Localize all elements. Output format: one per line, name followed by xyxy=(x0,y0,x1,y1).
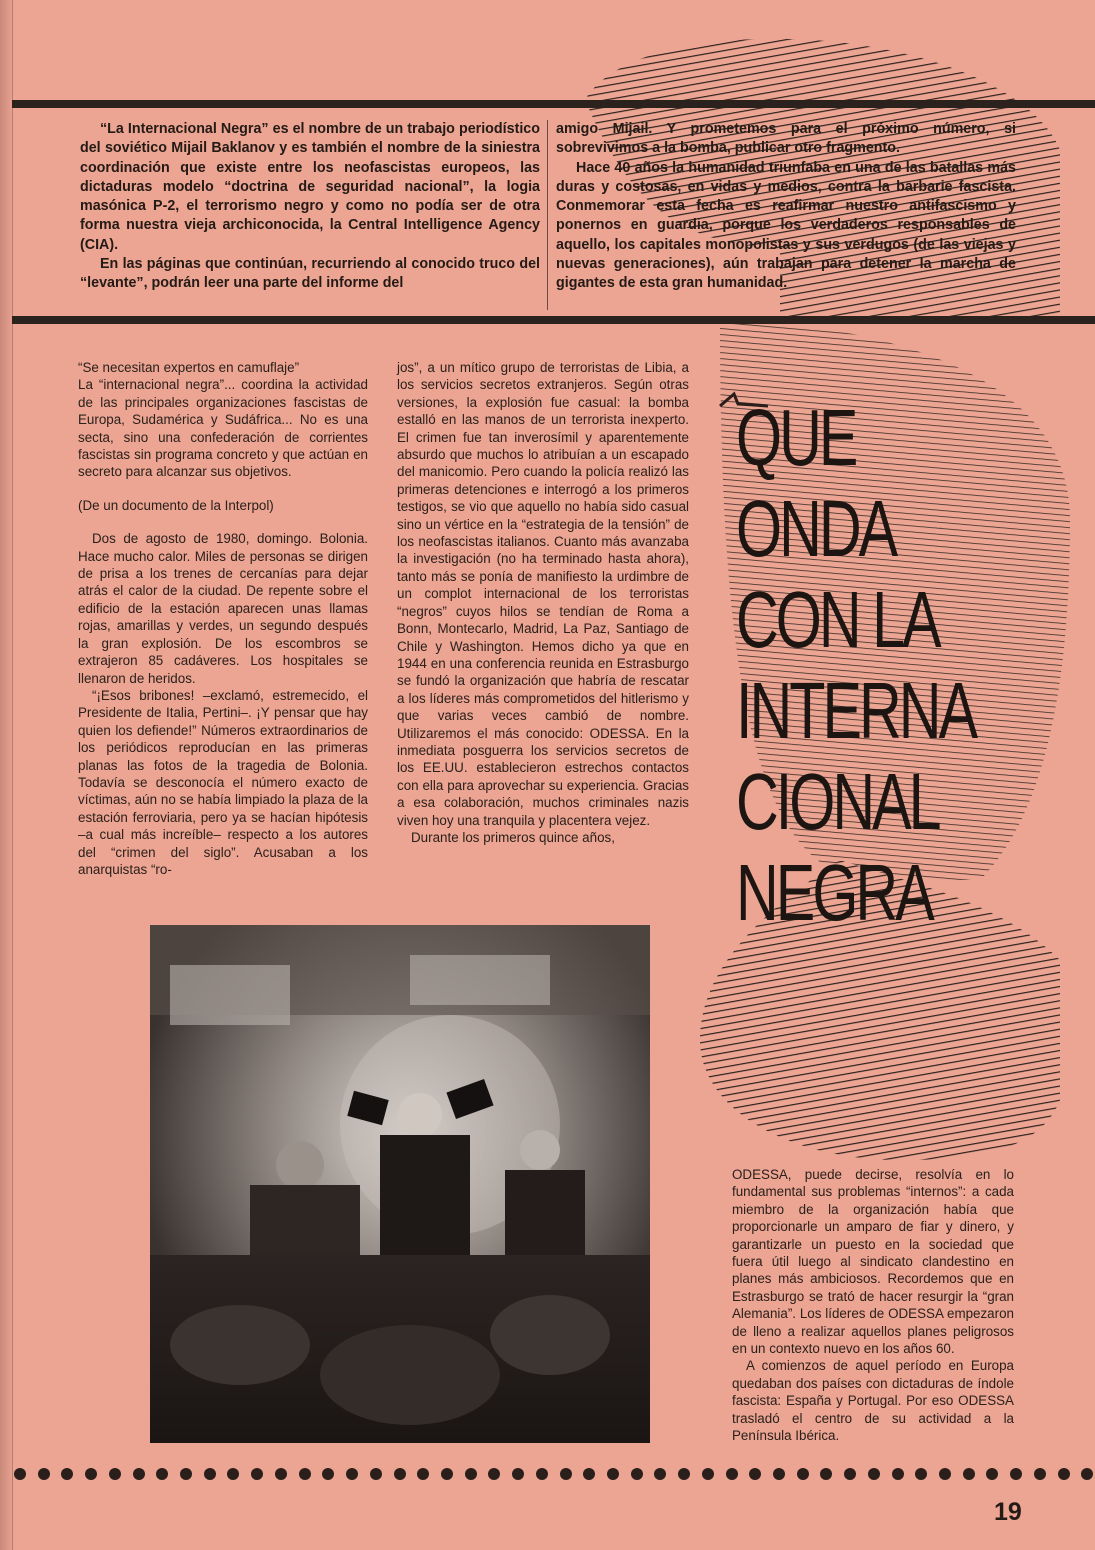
decorative-dot xyxy=(773,1468,785,1480)
epigraph-quote: La “internacional negra”... coordina la actividad de las principales organizaciones fascistas de Europa, Sudamérica y Sudáfrica... No es una secta, sino una confederación de corrientes fascistas sin programa concreto y que actúan en secreto para alcanzar sus objetivos. xyxy=(78,377,368,480)
decorative-dot xyxy=(441,1468,453,1480)
epigraph-title: “Se necesitan expertos en camuflaje” xyxy=(78,360,300,375)
intro-left xyxy=(80,120,540,294)
decorative-dot xyxy=(394,1468,406,1480)
decorative-dot xyxy=(465,1468,477,1480)
decorative-dot xyxy=(963,1468,975,1480)
decorative-dot xyxy=(726,1468,738,1480)
decorative-dot xyxy=(38,1468,50,1480)
headline-line-1: QUE xyxy=(736,393,856,482)
intro-right-p2: Hace 40 años la humanidad triunfaba en una de las batallas más duras y costosas, en vidas y medios, contra la barbarie fascista. Conmemorar esta fecha es reafirmar nuestro antifascismo y ponernos en guardia, porque los verdaderos responsables de aquello, los capitales monopolistas y sus verdugos (de las viejas y nuevas generaciones), aún trabajan para detener la marcha de gigantes de esta gran humanidad. xyxy=(556,159,1016,292)
decorative-dot xyxy=(156,1468,168,1480)
decorative-dot xyxy=(61,1468,73,1480)
decorative-dot xyxy=(251,1468,263,1480)
decorative-dot xyxy=(749,1468,761,1480)
intro-left-p2: En las páginas que continúan, recurriendo al conocido truco del “levante”, podrán leer una parte del informe del xyxy=(80,256,540,292)
decorative-dot xyxy=(1034,1468,1046,1480)
article-column-1 xyxy=(78,359,368,878)
decorative-dot xyxy=(512,1468,524,1480)
decorative-dot xyxy=(844,1468,856,1480)
decorative-dot xyxy=(797,1468,809,1480)
headline xyxy=(736,392,976,938)
mid-rule xyxy=(12,316,1095,324)
photo-neofascist-rally xyxy=(150,925,650,1443)
decorative-dot xyxy=(109,1468,121,1480)
headline-line-5: CIONAL xyxy=(736,757,939,846)
decorative-dot xyxy=(275,1468,287,1480)
decorative-dot xyxy=(370,1468,382,1480)
intro-right-p1: amigo Mijail. Y prometemos para el próximo número, si sobrevivimos a la bomba, publicar otro fragmento. xyxy=(556,121,1016,157)
article-column-3 xyxy=(732,1166,1014,1445)
column2-paragraph-2: Durante los primeros quince años, xyxy=(411,829,615,845)
column-divider xyxy=(547,120,548,310)
column1-paragraph-1: Dos de agosto de 1980, domingo. Bolonia. Hace mucho calor. Miles de personas se dirigen de prisa a los trenes de cercanías para dejar atrás el calor de la ciudad. De repente sobre el edificio de la estación aparecen unas llamas rojas, amarillas y verdes, un segundo después la gran explosión. De los escombros se extrajeron 85 cadáveres. Los hospitales se llenaron de heridos. xyxy=(78,531,368,686)
decorative-dot xyxy=(583,1468,595,1480)
handwritten-arrow-mark xyxy=(716,384,776,424)
decorative-dot xyxy=(678,1468,690,1480)
decorative-dot xyxy=(868,1468,880,1480)
decorative-dot xyxy=(488,1468,500,1480)
decorative-dot xyxy=(654,1468,666,1480)
decorative-dot xyxy=(702,1468,714,1480)
column3-paragraph-1: ODESSA, puede decirse, resolvía en lo fundamental sus problemas “internos”: a cada miembro de la organización había que proporcionarle un amparo de fiar y dinero, y garantizarle un puesto en la sociedad que fuera útil luego al sindicato clandestino en planes más ambiciosos. Recordemos que en Estrasburgo se trató de hacer resurgir la “gran Alemania”. Los líderes de ODESSA empezaron de lleno a realizar aquellos planes peligrosos en un contexto nuevo en los años 60. xyxy=(732,1167,1014,1357)
headline-line-4: INTERNA xyxy=(736,666,976,755)
column1-paragraph-2: “¡Esos bribones! –exclamó, estremecido, el Presidente de Italia, Pertini–. ¡Y pensar que hay quien los defiende!” Números extraordinarios de los periódicos reproducían en las primeras planas las fotos de la tragedia de Bolonia. Todavía se desconocía el número exacto de víctimas, aún no se había limpiado la plaza de la estación ferroviaria, pero ya se hacían hipótesis –a cual más increíble– respecto a los autores del “crimen del siglo”. Acusaban a los anarquistas “ro- xyxy=(78,687,368,877)
top-rule xyxy=(12,100,1095,108)
decorative-dot xyxy=(915,1468,927,1480)
decorative-dot xyxy=(820,1468,832,1480)
decorative-dot xyxy=(1010,1468,1022,1480)
decorative-dot xyxy=(180,1468,192,1480)
page-number: 19 xyxy=(994,1498,1022,1526)
decorative-dot xyxy=(939,1468,951,1480)
decorative-dot xyxy=(607,1468,619,1480)
decorative-dot xyxy=(892,1468,904,1480)
photo-image xyxy=(150,925,650,1443)
decorative-dot xyxy=(227,1468,239,1480)
decorative-dot xyxy=(204,1468,216,1480)
intro-left-p1: “La Internacional Negra” es el nombre de un trabajo periodístico del soviético Mijail Baklanov y es también el nombre de la siniestra coordinación que existe entre los neofascistas europeos, las dictaduras modelo “doctrina de seguridad nacional”, la logia masónica P-2, el terrorismo negro y como no podía ser de otra forma nuestra vieja archiconocida, la Central Intelligence Agency (CIA). xyxy=(80,121,540,253)
column2-paragraph-1: jos”, a un mítico grupo de terroristas de Libia, a los servicios secretos extranjeros. Según otras versiones, la explosión fue casual: la bomba estalló en las manos de un terrorista inexperto. El crimen fue tan inverosímil y aparentemente absurdo que muchos lo atribuían a un escapado del manicomio. Pero cuando la policía realizó las primeras detenciones e interrogó a los primeros testigos, se vio que aquello no había sido casual sino un vértice en la “estrategia de la tensión” de los neofascistas italianos. Cuanto más avanzaba la investigación (no ha terminado hasta ahora), tanto más se ponía de manifiesto la urdimbre de un complot internacional de los terroristas “negros” cuyos hilos se tendían de Roma a Bonn, Montecarlo, Madrid, La Paz, Santiago de Chile y Washington. Hemos dicho ya que en 1944 en una conferencia reunida en Estrasburgo se fundó la organización que habría de rescatar a los líderes más comprometidos del hitlerismo y que varias veces cambió de nombre. Utilizaremos el más conocido: ODESSA. En la inmediata posguerra los servicios secretos de los EE.UU. establecieron estrechos contactos con ella para aprovechar su experiencia. Gracias a esa colaboración, muchos criminales nazis viven hoy una tranquila y placentera vejez. xyxy=(397,360,689,828)
decorative-dot xyxy=(631,1468,643,1480)
decorative-dot xyxy=(133,1468,145,1480)
decorative-dot xyxy=(322,1468,334,1480)
decorative-dot xyxy=(986,1468,998,1480)
dotted-rule xyxy=(14,1466,1094,1482)
decorative-dot xyxy=(1081,1468,1093,1480)
epigraph-source: (De un documento de la Interpol) xyxy=(78,497,274,513)
article-column-2 xyxy=(397,359,689,846)
decorative-dot xyxy=(346,1468,358,1480)
decorative-dot xyxy=(417,1468,429,1480)
decorative-dot xyxy=(1058,1468,1070,1480)
decorative-dot xyxy=(85,1468,97,1480)
intro-right xyxy=(556,120,1016,294)
decorative-dot xyxy=(560,1468,572,1480)
decorative-dot xyxy=(299,1468,311,1480)
headline-line-2: ONDA xyxy=(736,484,896,573)
column3-paragraph-2: A comienzos de aquel período en Europa quedaban dos países con dictaduras de índole fascista: España y Portugal. Por eso ODESSA trasladó el centro de su actividad a la Península Ibérica. xyxy=(732,1358,1014,1444)
headline-line-6: NEGRA xyxy=(736,848,932,937)
headline-line-3: CON LA xyxy=(736,575,939,664)
decorative-dot xyxy=(14,1468,26,1480)
decorative-dot xyxy=(536,1468,548,1480)
